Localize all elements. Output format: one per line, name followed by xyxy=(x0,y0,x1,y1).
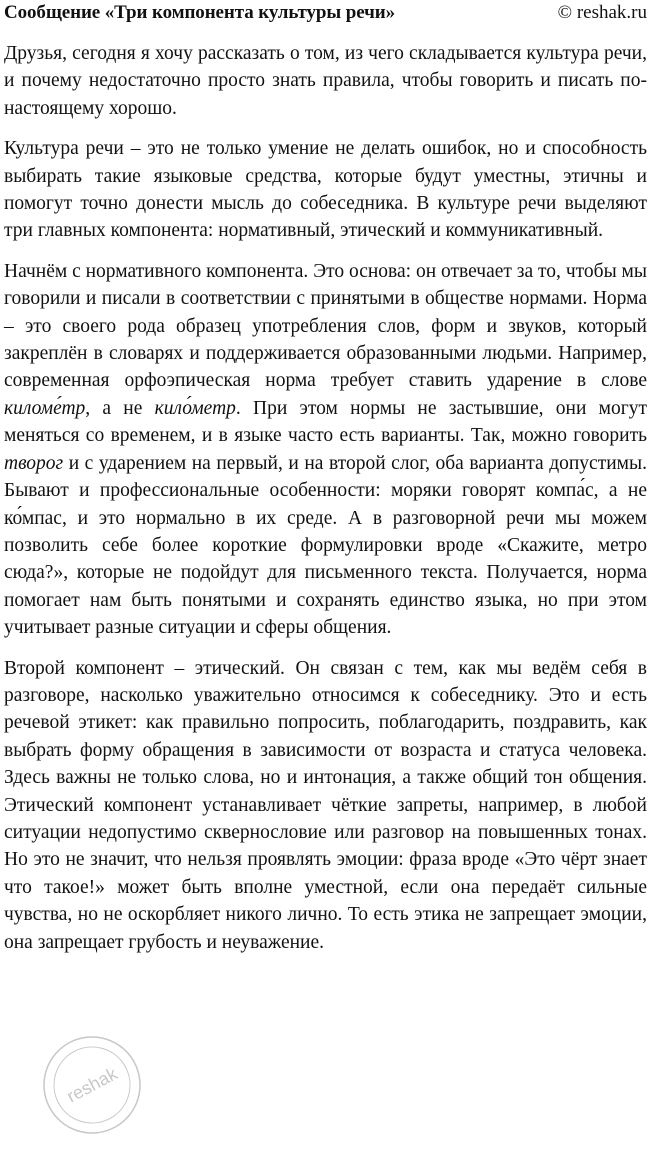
watermark-text: reshak xyxy=(63,1063,121,1107)
example-word-kilometr-correct: киломе́тр xyxy=(4,397,86,419)
text-segment: , а не xyxy=(85,397,155,419)
document-title: Сообщение «Три компонента культуры речи» xyxy=(4,2,395,23)
example-word-tvorog: творог xyxy=(4,452,64,474)
paragraph-ethical: Второй компонент – этический. Он связан с тем, как мы ведём себя в разговоре, насколько уважительно относимся к собеседнику. Это и есть речевой этикет: как правильно попросить, поблагодарить, поздравить, как выбрать форму обращения в зависимости от возраста и статуса человека. Здесь важны не только слова, но и интонация, а также общий тон общения. Этический компонент устанавливает чёткие запреты, например, в любой ситуации недопустимо сквернословие или разговор на повышенных тонах. Но это не значит, что нельзя проявлять эмоции: фраза вроде «Это чёрт знает что такое!» может быть вполне уместной, если она передаёт сильные чувства, но не оскорбляет никого лично. То есть этика не запрещает эмоции, она запрещает грубость и неуважение. xyxy=(4,657,647,953)
paragraph-intro: Друзья, сегодня я хочу рассказать о том, из чего складывается культура речи, и почему недостаточно просто знать правила, чтобы говорить и писать по-настоящему хорошо. xyxy=(4,43,647,119)
document-header xyxy=(4,0,647,32)
text-segment: и с ударением на первый, и на второй слог, оба варианта допустимы. Бывают и профессиональные особенности: моряки говорят компа́с, а не ко́мпас, и это нормально в их среде. А в разговорной речи мы можем позволить себе более короткие формулировки вроде «Скажите, метро сюда?», которые не подойдут для письменного текста. Получается, норма помогает нам быть понятыми и сохранять единство языка, но при этом учитывает разные ситуации и сферы общения. xyxy=(4,452,647,639)
example-word-kilometr-wrong: кило́метр xyxy=(154,397,236,419)
paragraph-normative xyxy=(4,258,647,642)
text-segment: Начнём с нормативного компонента. Это основа: он отвечает за то, чтобы мы говорили и писали в соответствии с принятыми в обществе нормами. Норма – это своего рода образец употребления слов, форм и звуков, который закреплён в словарях и поддерживается образованными людьми. Например, современная орфоэпическая норма требует ставить ударение в слове xyxy=(4,260,647,392)
reshak-watermark xyxy=(22,1020,162,1150)
source-label: © reshak.ru xyxy=(557,2,647,23)
paragraph-definition: Культура речи – это не только умение не делать ошибок, но и способность выбирать такие языковые средства, которые будут уместны, этичны и помогут точно донести мысль до собеседника. В культуре речи выделяют три главных компонента: нормативный, этический и коммуникативный. xyxy=(4,138,647,242)
text-segment: . При этом нормы не застывшие, они могут меняться со временем, и в языке часто есть варианты. Так, можно говорить xyxy=(4,397,647,447)
